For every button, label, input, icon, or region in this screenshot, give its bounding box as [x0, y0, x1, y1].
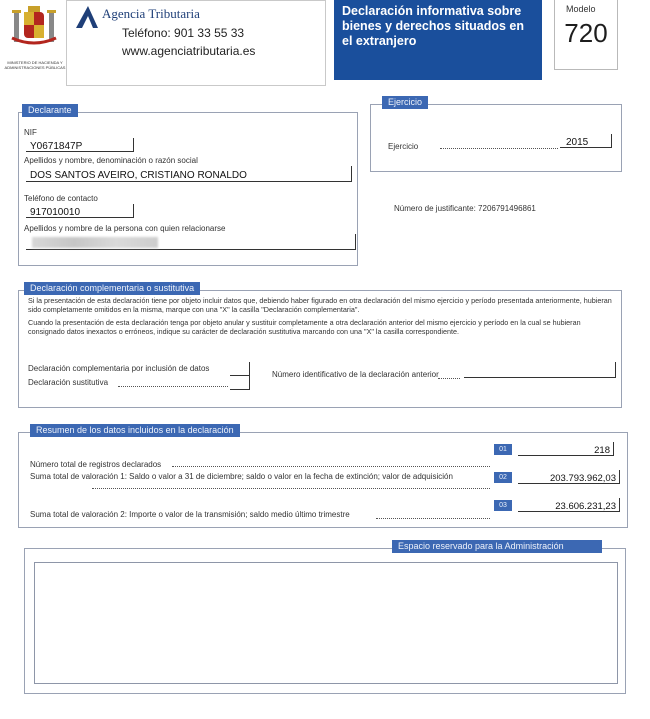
- resumen-code-badge: 03: [494, 500, 512, 511]
- complementaria-label: Declaración complementaria por inclusión de datos: [28, 364, 210, 373]
- agency-website[interactable]: www.agenciatributaria.es: [122, 44, 256, 58]
- resumen-value: 203.793.962,03: [549, 473, 616, 484]
- ejercicio-label: Ejercicio: [388, 142, 419, 151]
- name-label: Apellidos y nombre, denominación o razón social: [24, 156, 198, 165]
- model-label: Modelo: [566, 4, 596, 14]
- ejercicio-value: 2015: [566, 137, 589, 148]
- resumen-value: 23.606.231,23: [555, 501, 616, 512]
- agency-phone: Teléfono: 901 33 55 33: [122, 26, 245, 40]
- contact-label: Apellidos y nombre de la persona con quien relacionarse: [24, 224, 226, 233]
- sustitutiva-checkbox[interactable]: [230, 376, 250, 390]
- sustitutiva-label: Declaración sustitutiva: [28, 378, 109, 387]
- model-number: 720: [564, 18, 608, 48]
- contact-redacted: [32, 237, 158, 248]
- resumen-code-badge: 02: [494, 472, 512, 483]
- agency-name: Agencia Tributaria: [102, 6, 200, 21]
- resumen-title: Resumen de los datos incluidos en la declaración: [30, 424, 240, 437]
- complementaria-title: Declaración complementaria o sustitutiva: [24, 282, 200, 295]
- ejercicio-dots: [440, 148, 558, 149]
- complementaria-checkbox[interactable]: [230, 362, 250, 376]
- complementaria-text-2: Cuando la presentación de esta declaración tenga por objeto anular y sustituir completamente a otra declaración anterior del mismo ejercicio y período en la cual se hubieran consignado datos inexactos o erróneos, indique su carácter de declaración sustitutiva marcando con una "X" la casilla correspondiente.: [28, 318, 581, 336]
- nif-label: NIF: [24, 128, 37, 137]
- sustitutiva-dots: [118, 386, 228, 387]
- resumen-code-badge: 01: [494, 444, 512, 455]
- admin-title: Espacio reservado para la Administración: [392, 540, 602, 553]
- ejercicio-title: Ejercicio: [382, 96, 428, 109]
- resumen-row-label: Suma total de valoración 1: Saldo o valor a 31 de diciembre; saldo o valor en la fecha de extinción; valor de adquisición: [30, 472, 453, 481]
- form-title: Declaración informativa sobre bienes y derechos situados en el extranjero: [334, 0, 542, 80]
- ministry-name: MINISTERIO DE HACIENDA Y ADMINISTRACIONES PÚBLICAS: [4, 60, 66, 70]
- coat-of-arms-icon: [8, 4, 60, 48]
- anterior-field[interactable]: [464, 362, 616, 378]
- declarante-title: Declarante: [22, 104, 78, 117]
- resumen-value: 218: [594, 445, 610, 456]
- nif-value: Y0671847P: [30, 141, 83, 152]
- anterior-label: Número identificativo de la declaración anterior: [272, 370, 439, 379]
- resumen-row-dots: [172, 466, 490, 467]
- name-value: DOS SANTOS AVEIRO, CRISTIANO RONALDO: [30, 170, 247, 181]
- phone-value: 917010010: [30, 207, 81, 218]
- admin-reserved-area: [34, 562, 618, 684]
- complementaria-text-1: Si la presentación de esta declaración tiene por objeto incluir datos que, debiendo haber figurado en otra declaración del mismo ejercicio y período presentada anteriormente, hubieran sido completamente omitidos en la misma, marque con una "X" la casilla "Declaración complementaria".: [28, 296, 612, 314]
- resumen-row-dots: [92, 488, 490, 489]
- agency-logo-icon: [74, 4, 100, 30]
- anterior-dots: [438, 378, 460, 379]
- phone-label: Teléfono de contacto: [24, 194, 98, 203]
- justificante: Número de justificante: 7206791496861: [394, 204, 536, 213]
- resumen-row-label: Suma total de valoración 2: Importe o valor de la transmisión; saldo medio último trimestre: [30, 510, 350, 519]
- resumen-row-dots: [376, 518, 490, 519]
- resumen-row-label: Número total de registros declarados: [30, 460, 162, 469]
